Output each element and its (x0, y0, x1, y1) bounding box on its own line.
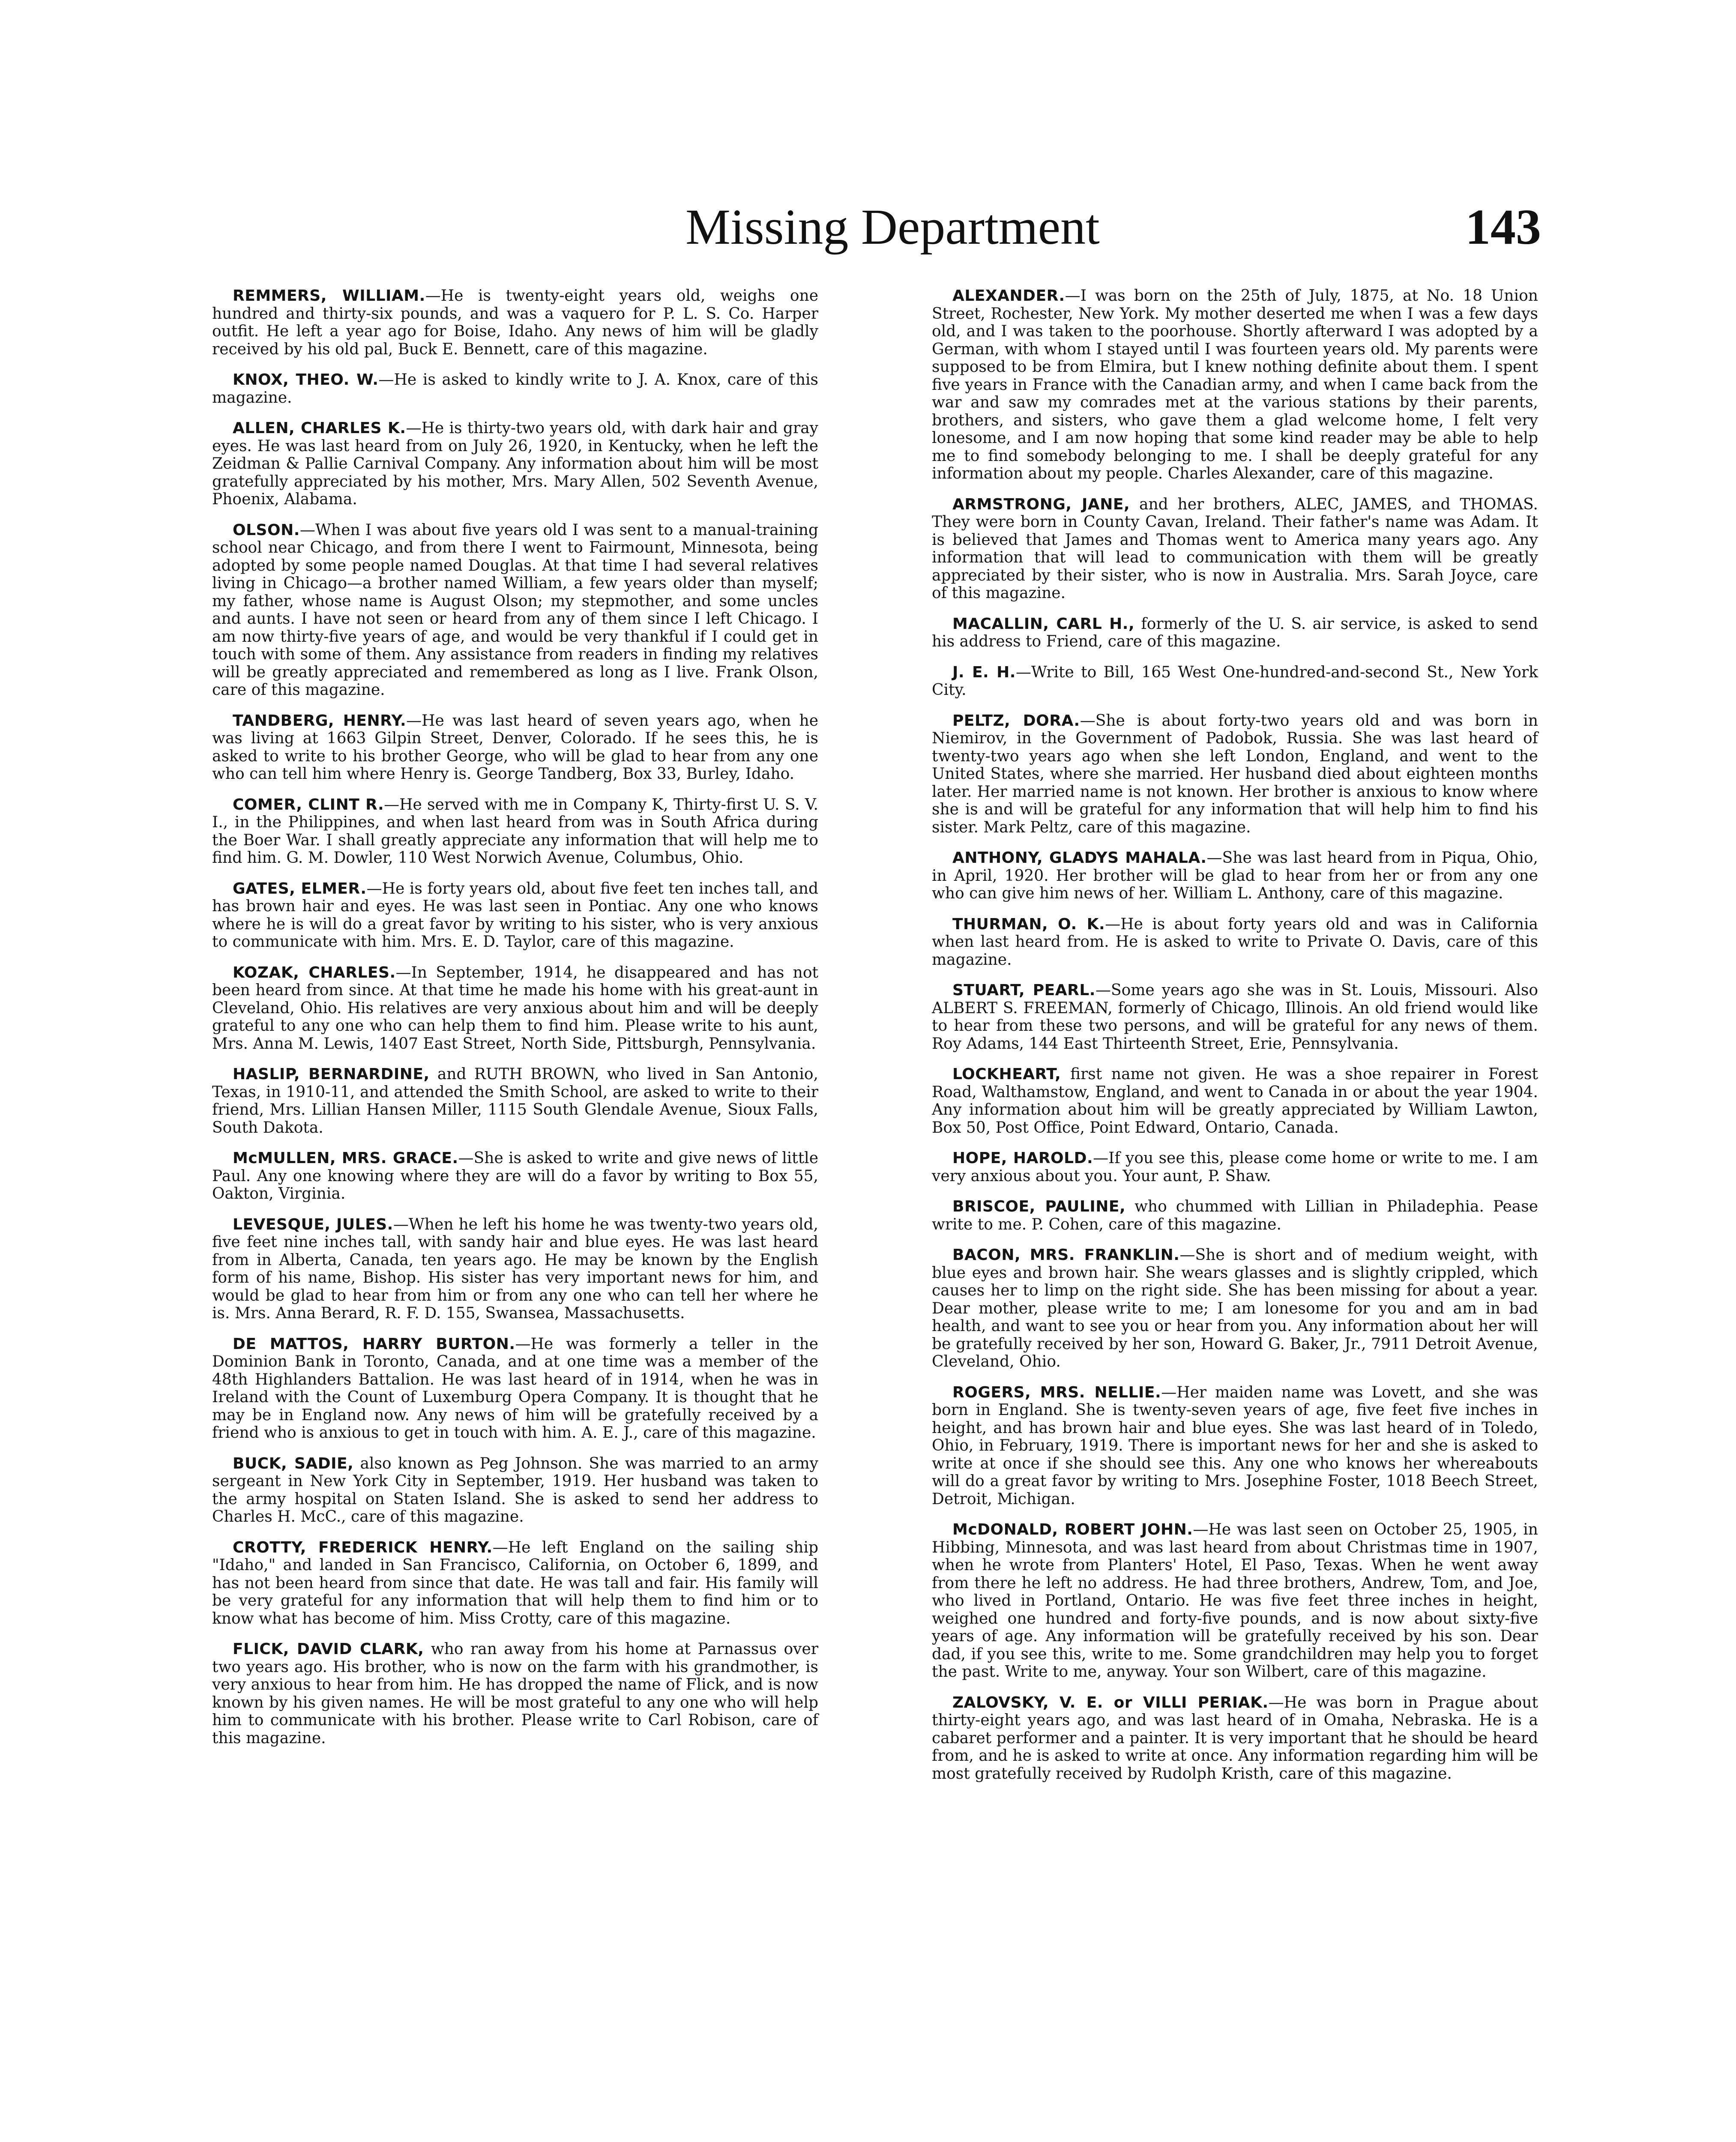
notice-entry (932, 1246, 1538, 1371)
notice-entry (932, 981, 1538, 1053)
notice-text: —He is asked to kindly write to J. A. Knox, care of this magazine. (212, 371, 818, 407)
notice-name: ZALOVSKY, V. E. or VILLI PERIAK. (952, 1693, 1269, 1711)
notice-text: —He served with me in Company K, Thirty-first U. S. V. I., in the Philippines, and when last heard from was in South Africa during the Boer War. I shall greatly appreciate any information that will help me to find him. G. M. Dowler, 110 West Norwich Avenue, Columbus, Ohio. (212, 796, 819, 867)
notice-name: ALEXANDER. (952, 287, 1065, 305)
left-column (212, 287, 818, 1760)
notice-name: CROTTY, FREDERICK HENRY. (233, 1538, 493, 1556)
notice-text: —He left England on the sailing ship "Idaho," and landed in San Francisco, California, on October 6, 1899, and has not been heard from since that date. He was tall and fair. His family will be very grateful for any information that will help them to find him or to know what has become of him. Miss Crotty, care of this magazine. (212, 1538, 819, 1627)
notice-entry (212, 964, 818, 1053)
running-title: Missing Department (685, 199, 1100, 255)
notice-text: —When I was about five years old I was sent to a manual-training school near Chicago, and from there I went to Fairmount, Minnesota, being adopted by some people named Douglas. At that time I had several relatives living in Chicago—a brother named William, a few years older than myself; my father, whose name is August Olson; my stepmother, and some uncles and aunts. I have not seen or heard from any of them since I left Chicago. I am now thirty-five years of age, and would be very thankful if I could get in touch with some of them. Any assistance from readers in finding my relatives will be greatly appreciated and remembered as long as I live. Frank Olson, care of this magazine. (212, 521, 818, 699)
notice-name: HOPE, HAROLD. (952, 1149, 1093, 1167)
notice-name: THURMAN, O. K. (952, 915, 1105, 933)
notice-name: HASLIP, BERNARDINE, (233, 1065, 430, 1083)
notice-text: —Write to Bill, 165 West One-hundred-and-second St., New York City. (932, 663, 1538, 699)
notice-text: —Some years ago she was in St. Louis, Missouri. Also ALBERT S. FREEMAN, formerly of Chicago, Illinois. An old friend would like to hear from these two persons, and will be grateful for any news of them. Roy Adams, 144 East Thirteenth Street, Erie, Pennsylvania. (932, 981, 1538, 1053)
notice-text: also known as Peg Johnson. She was married to an army sergeant in New York City in September, 1919. Her husband was taken to the army hospital on Staten Island. She is asked to send her address to Charles H. McC., care of this magazine. (212, 1454, 819, 1526)
notice-entry (932, 615, 1538, 651)
notice-entry (212, 1455, 818, 1526)
notice-entry (212, 796, 818, 867)
notice-entry (932, 1521, 1538, 1681)
notice-text: —When he left his home he was twenty-two years old, five feet nine inches tall, with sandy hair and blue eyes. He was last heard from in Alberta, Canada, ten years ago. He may be known by the English form of his name, Bishop. His sister has very important news for him, and would be glad to hear from him or from any one who can tell her where he is. Mrs. Anna Berard, R. F. D. 155, Swansea, Massachusetts. (212, 1215, 819, 1322)
notice-name: TANDBERG, HENRY. (233, 712, 407, 730)
page-number: 143 (1465, 199, 1541, 255)
notice-name: BUCK, SADIE, (233, 1454, 354, 1472)
notice-name: ANTHONY, GLADYS MAHALA. (952, 849, 1207, 867)
notice-text: and RUTH BROWN, who lived in San Antonio, Texas, in 1910-11, and attended the Smith School, are asked to write to their friend, Mrs. Lillian Hansen Miller, 1115 South Glendale Avenue, Sioux Falls, South Dakota. (212, 1065, 818, 1137)
notice-entry (212, 1065, 818, 1137)
notice-name: REMMERS, WILLIAM. (233, 287, 425, 305)
notice-entry (212, 1149, 818, 1203)
notice-entry (212, 1539, 818, 1628)
notice-entry (212, 521, 818, 699)
notice-entry (932, 849, 1538, 903)
notice-text: who ran away from his home at Parnassus over two years ago. His brother, who is now on the farm with his grandmother, is very anxious to hear from him. He has dropped the name of Flick, and is now known by his given names. He will be most grateful to any one who will help him to communicate with his brother. Please write to Carl Robison, care of this magazine. (212, 1640, 818, 1747)
notice-text: —She is short and of medium weight, with blue eyes and brown hair. She wears glasses and is slightly crippled, which causes her to limp on the right side. She has been missing for about a year. Dear mother, please write to me; I am lonesome for you and am in bad health, and want to see you or hear from you. Any information about her will be gratefully received by her son, Howard G. Baker, Jr., 7911 Detroit Avenue, Cleveland, Ohio. (932, 1246, 1538, 1370)
notice-name: ALLEN, CHARLES K. (233, 419, 406, 437)
notice-name: LOCKHEART, (952, 1065, 1061, 1083)
notice-name: MACALLIN, CARL H., (952, 615, 1135, 633)
notice-text: who chummed with Lillian in Philadephia. Pease write to me. P. Cohen, care of this magazine. (932, 1198, 1538, 1233)
notice-text: —If you see this, please come home or write to me. I am very anxious about you. Your aunt, P. Shaw. (932, 1149, 1538, 1185)
notice-text: —He is thirty-two years old, with dark hair and gray eyes. He was last heard from on July 26, 1920, in Kentucky, when he left the Zeidman & Pallie Carnival Company. Any information about him will be most gratefully appreciated by his mother, Mrs. Mary Allen, 502 Seventh Avenue, Phoenix, Alabama. (212, 419, 818, 508)
notice-entry (932, 1149, 1538, 1185)
notice-text: formerly of the U. S. air service, is asked to send his address to Friend, care of this magazine. (932, 615, 1538, 650)
notice-name: KOZAK, CHARLES. (233, 963, 396, 981)
notice-text: —In September, 1914, he disappeared and has not been heard from since. At that time he made his home with his great-aunt in Cleveland, Ohio. His relatives are very anxious about him and will be deeply grateful to any one who can help them to find him. Please write to his aunt, Mrs. Anna M. Lewis, 1407 East Street, North Side, Pittsburgh, Pennsylvania. (212, 963, 818, 1053)
notice-name: PELTZ, DORA. (952, 712, 1080, 730)
notice-name: McMULLEN, MRS. GRACE. (233, 1149, 458, 1167)
notice-text: —I was born on the 25th of July, 1875, at No. 18 Union Street, Rochester, New York. My mother deserted me when I was a few days old, and I was taken to the poorhouse. Shortly afterward I was adopted by a German, with whom I stayed until I was fourteen years old. My parents were supposed to be from Elmira, but I knew nothing definite about them. I spent five years in France with the Canadian army, and when I came back from the war and saw my comrades met at the various stations by their parents, brothers, and sisters, who gave them a glad welcome home, I felt very lonesome, and I am now hoping that some kind reader may be able to help me to find somebody belonging to me. I shall be deeply grateful for any information about my people. Charles Alexander, care of this magazine. (932, 287, 1538, 482)
notice-text: —He is about forty years old and was in California when last heard from. He is asked to write to Private O. Davis, care of this magazine. (932, 915, 1538, 969)
notice-entry (212, 712, 818, 783)
notice-text: —He is twenty-eight years old, weighs one hundred and thirty-six pounds, and was a vaquero for P. L. S. Co. Harper outfit. He left a year ago for Boise, Idaho. Any news of him will be gladly received by his old pal, Buck E. Bennett, care of this magazine. (212, 287, 818, 358)
notice-entry (212, 880, 818, 951)
notice-text: —She is about forty-two years old and was born in Niemirov, in the Government of Padobok, Russia. She was last heard of twenty-two years ago when she left London, England, and went to the United States, where she married. Her husband died about eighteen months later. Her married name is not known. Her brother is anxious to know where she is and will be grateful for any information that will help him to find his sister. Mark Peltz, care of this magazine. (932, 712, 1538, 836)
notice-entry (932, 496, 1538, 602)
notice-name: COMER, CLINT R. (233, 796, 384, 814)
notice-name: STUART, PEARL. (952, 981, 1095, 999)
notice-name: BRISCOE, PAULINE, (952, 1198, 1126, 1215)
notice-entry (212, 371, 818, 407)
notice-entry (932, 1694, 1538, 1783)
notice-name: FLICK, DAVID CLARK, (233, 1640, 424, 1658)
notice-name: J. E. H. (952, 663, 1016, 681)
notice-entry (212, 1640, 818, 1747)
right-column (932, 287, 1538, 1795)
notice-text: —He was last seen on October 25, 1905, in Hibbing, Minnesota, and was last heard from about Christmas time in 1907, when he wrote from Planters' Hotel, El Paso, Texas. When he went away from there he left no address. He had three brothers, Andrew, Tom, and Joe, who lived in Portland, Ontario. He was five feet three inches in height, weighed one hundred and forty-five pounds, and is now about sixty-five years of age. Any information will be gratefully received by his son. Dear dad, if you see this, write to me. Some grandchildren may help you to forget the past. Write to me, anyway. Your son Wilbert, care of this magazine. (932, 1521, 1538, 1681)
notice-entry (932, 1384, 1538, 1508)
notice-name: ROGERS, MRS. NELLIE. (952, 1383, 1161, 1401)
notice-text: and her brothers, ALEC, JAMES, and THOMAS. They were born in County Cavan, Ireland. Their father's name was Adam. It is believed that James and Thomas went to America many years ago. Any information that will lead to communication with them will be greatly appreciated by their sister, who is now in Australia. Mrs. Sarah Joyce, care of this magazine. (932, 495, 1538, 602)
notice-name: DE MATTOS, HARRY BURTON. (233, 1335, 515, 1353)
notice-name: GATES, ELMER. (233, 880, 367, 897)
notice-name: KNOX, THEO. W. (233, 371, 379, 389)
notice-name: McDONALD, ROBERT JOHN. (952, 1521, 1193, 1538)
notice-text: —She is asked to write and give news of little Paul. Any one knowing where they are will do a favor by writing to Box 55, Oakton, Virginia. (212, 1149, 818, 1203)
notice-entry (932, 664, 1538, 699)
notice-name: ARMSTRONG, JANE, (952, 495, 1130, 513)
notice-entry (932, 287, 1538, 483)
notice-text: —He is forty years old, about five feet ten inches tall, and has brown hair and eyes. He was last seen in Pontiac. Any one who knows where he is will do a great favor by writing to his sister, who is very anxious to communicate with him. Mrs. E. D. Taylor, care of this magazine. (212, 880, 818, 951)
page-header (0, 188, 1736, 274)
notice-text: —He was last heard of seven years ago, when he was living at 1663 Gilpin Street, Denver, Colorado. If he sees this, he is asked to write to his brother George, who will be glad to hear from any one who can tell him where Henry is. George Tandberg, Box 33, Burley, Idaho. (212, 712, 818, 783)
notice-entry (212, 419, 818, 509)
notice-name: OLSON. (233, 521, 300, 539)
notice-name: BACON, MRS. FRANKLIN. (952, 1246, 1180, 1264)
notice-entry (932, 915, 1538, 969)
notice-entry (212, 287, 818, 358)
notice-name: LEVESQUE, JULES. (233, 1215, 393, 1233)
notice-entry (932, 1198, 1538, 1233)
notice-text: —She was last heard from in Piqua, Ohio, in April, 1920. Her brother will be glad to hear from her or from any one who can give him news of her. William L. Anthony, care of this magazine. (932, 849, 1538, 902)
notice-text: first name not given. He was a shoe repairer in Forest Road, Walthamstow, England, and went to Canada in or about the year 1904. Any information about him will be greatly appreciated by William Lawton, Box 50, Post Office, Point Edward, Ontario, Canada. (932, 1065, 1538, 1137)
notice-text: —He was born in Prague about thirty-eight years ago, and was last heard of in Omaha, Nebraska. He is a cabaret performer and a painter. It is very important that he should be heard from, and he is asked to write at once. Any information regarding him will be most gratefully received by Rudolph Kristh, care of this magazine. (932, 1693, 1538, 1783)
notice-text: —He was formerly a teller in the Dominion Bank in Toronto, Canada, and at one time was a member of the 48th Highlanders Battalion. He was last heard of in 1914, when he was in Ireland with the Count of Luxemburg Opera Company. It is thought that he may be in England now. Any news of him will be gratefully received by a friend who is anxious to get in touch with him. A. E. J., care of this magazine. (212, 1335, 818, 1442)
notice-text: —Her maiden name was Lovett, and she was born in England. She is twenty-seven years of age, five feet five inches in height, and has brown hair and blue eyes. She was last heard of in Toledo, Ohio, in February, 1919. There is important news for her and she is asked to write at once if she should see this. Any one who knows her whereabouts will do a great favor by writing to Mrs. Josephine Foster, 1018 Beech Street, Detroit, Michigan. (932, 1383, 1538, 1508)
notice-entry (212, 1335, 818, 1442)
notice-entry (932, 712, 1538, 837)
notice-entry (212, 1216, 818, 1322)
notice-entry (932, 1065, 1538, 1137)
